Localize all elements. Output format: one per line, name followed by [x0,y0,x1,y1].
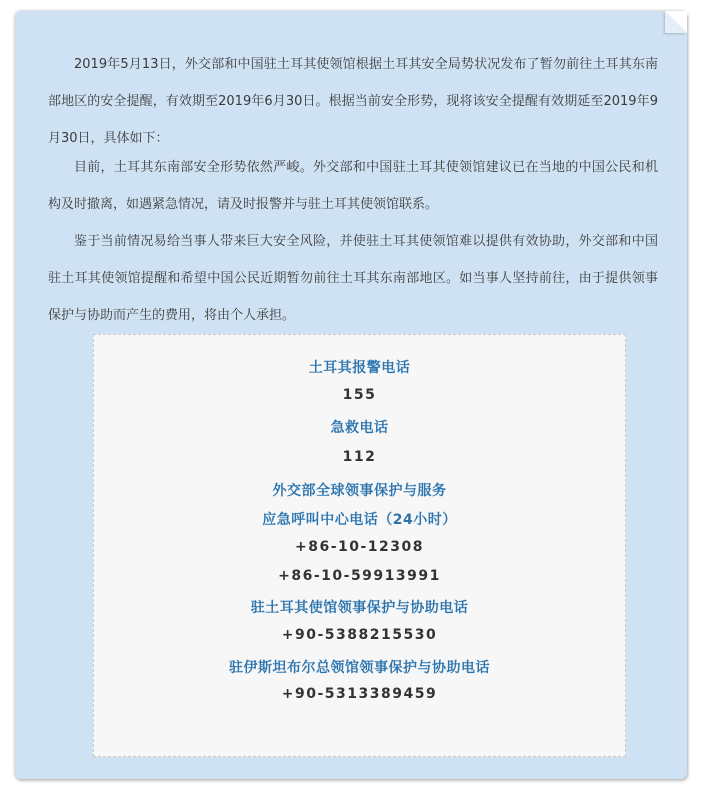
notice-card [15,11,687,779]
emergency-contacts-box [93,334,626,757]
page-corner-fold [665,11,687,33]
paragraph-situation: 目前，土耳其东南部安全形势依然严峻。外交部和中国驻土耳其使领馆建议已在当地的中国公民和机构及时撤离，如遇紧急情况，请及时报警并与驻土耳其使领馆联系。 [48,160,658,212]
consulate-number: +90-5313389459 [281,686,438,702]
paragraph-intro: 2019年5月13日，外交部和中国驻土耳其使领馆根据土耳其安全局势状况发布了暂勿前往土耳其东南部地区的安全提醒，有效期至2019年6月30日。根据当前安全形势，现将该安全提醒有效期延至2019年9月30日，具体如下： [48,57,658,146]
embassy-number: +90-5388215530 [281,627,438,643]
embassy-label: 驻土耳其使馆领事保护与协助电话 [250,600,469,616]
ambulance-label: 急救电话 [330,420,389,436]
mfa-hotline-number-1: +86-10-12308 [294,539,425,555]
police-label: 土耳其报警电话 [308,360,411,376]
mfa-hotline-label-line2: 应急呼叫中心电话（24小时） [262,512,457,528]
ambulance-number: 112 [342,449,377,465]
paragraph-advice: 鉴于当前情况易给当事人带来巨大安全风险，并使驻土耳其使领馆难以提供有效协助，外交部和中国驻土耳其使领馆提醒和希望中国公民近期暂勿前往土耳其东南部地区。如当事人坚持前往，由于提供领事保护与协助而产生的费用，将由个人承担。 [48,234,658,323]
police-number: 155 [342,387,377,403]
mfa-hotline-number-2: +86-10-59913991 [278,568,441,584]
mfa-hotline-label-line1: 外交部全球领事保护与服务 [272,483,447,499]
consulate-label: 驻伊斯坦布尔总领馆领事保护与协助电话 [229,660,490,676]
